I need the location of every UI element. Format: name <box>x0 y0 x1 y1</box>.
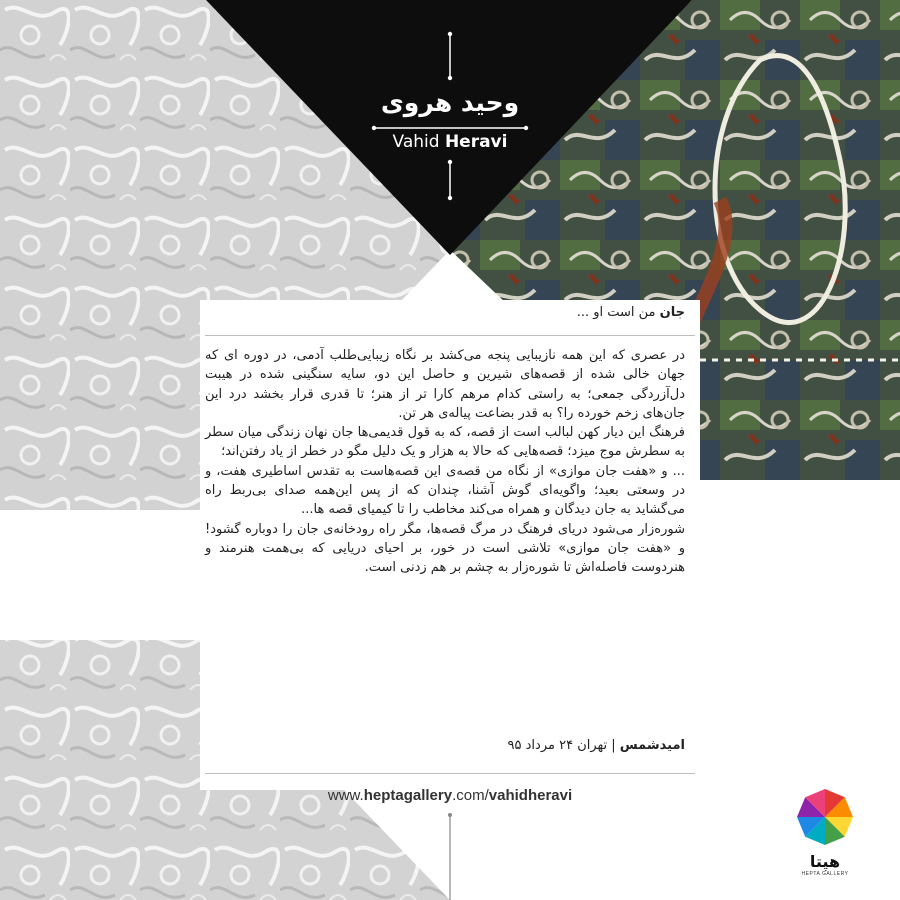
place-date: تهران ۲۴ مرداد ۹۵ <box>507 738 608 753</box>
artist-name-english <box>360 132 540 152</box>
statement-paragraph-2: فرهنگ این دیار کهن لبالب است از قصه، که به قول قدیمی‌ها جان نهان زندگی میان سطر به سطرش موج میزد؛ قصه‌هایی که حالا به هزار و یک دلیل مگو در خطر از یاد رفتن‌اند؛ <box>205 425 685 460</box>
artist-last-name: Heravi <box>444 132 508 152</box>
logo-subtitle: HEPTA GALLERY <box>801 871 849 877</box>
signature-separator: | <box>607 738 620 753</box>
statement-paragraph-1: در عصری که این همه نازیبایی پنجه می‌کشد بر نگاه زیبایی‌طلب آدمی، در دوره ای که جهان خالی شده از قصه‌های شیرین و حاصل این دو، سایه سنگینی شده در هیبت دل‌آزردگی جمعی؛ به راستی کدام مرهم کارا تر از هنر؛ تا قدری قرار بخشد درد این جان‌های زخم خورده را؟ به قدر بضاعت پیاله‌ی هر تن. <box>205 348 685 421</box>
divider-bottom <box>205 773 695 774</box>
website-tld: .com/ <box>452 787 489 804</box>
heading-bold-word: جان <box>659 305 685 320</box>
statement-paragraph-4: شوره‌زار می‌شود دریای فرهنگ در مرگ قصه‌ها، مگر راه رودخانه‌ی جان را دوباره گشود! و «هفت جان موازی» تلاشی است در خور، بر احیای دریایی که بی‌همت هنرمند و هنردوست فاصله‌اش تا شوره‌زار به چشم بر هم زدنی است. <box>205 521 685 576</box>
divider-top <box>205 335 695 336</box>
website-path: vahidheravi <box>488 787 573 804</box>
hepta-logo-icon <box>795 787 855 847</box>
signature <box>205 738 685 753</box>
website-domain: heptagallery <box>363 787 453 804</box>
website-link[interactable] <box>250 787 650 804</box>
artist-name-persian: وحید هروی <box>380 88 520 117</box>
website-prefix: www. <box>327 787 364 804</box>
heading-rest: من است او ... <box>576 305 660 320</box>
logo-name: هپتا <box>809 852 841 871</box>
statement-paragraph-3: ... و «هفت جان موازی» از نگاه من قصه‌ی این قصه‌هاست به تقدس اساطیری هفت، و در وسعتی بعید؛ واگویه‌ای گوش آشنا، چندان که از پس این‌همه صدای بی‌ربط راه می‌گشاید به جان دیدگان و همراه می‌کند مخاطب را تا کیمیای قصه ها... <box>205 463 685 518</box>
statement-body <box>205 346 685 578</box>
statement-heading <box>520 305 685 320</box>
artist-first-name: Vahid <box>392 132 440 152</box>
author-name: امیدشمس <box>619 738 685 753</box>
